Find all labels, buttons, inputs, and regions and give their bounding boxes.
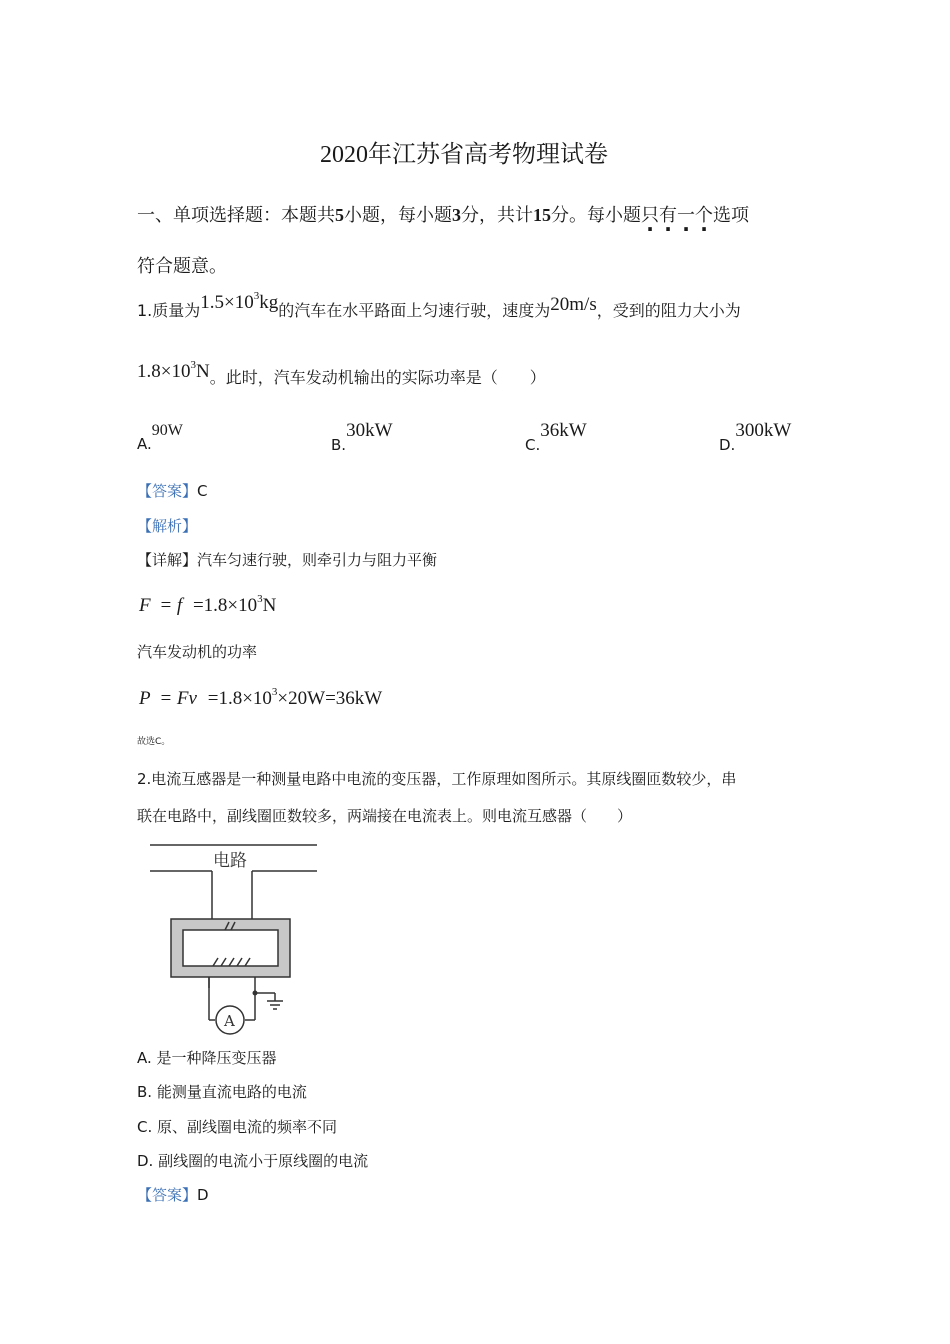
transformer-diagram — [145, 838, 330, 1038]
question-2-stem: 2.电流互感器是一种测量电路中电流的变压器，工作原理如图所示。其原线圈匝数较少，串 — [137, 770, 737, 788]
option-2c: C. 原、副线圈电流的频率不同 — [137, 1118, 338, 1136]
page-title: 2020年江苏省高考物理试卷 — [320, 142, 608, 168]
detail-1: 【详解】汽车匀速行驶，则牵引力与阻力平衡 — [137, 551, 438, 569]
question-1-stem: 1.质量为$1.5\times 10^3kg$的汽车在水平路面上匀速行驶，速度为20m/s，受到的阻力大小为 — [137, 290, 741, 320]
circuit-label: 电路 — [213, 851, 247, 871]
question-2-stem-line2: 联在电路中，副线圈匝数较多，两端接在电流表上。则电流互感器（ ） — [137, 807, 633, 825]
option-2a: A. 是一种降压变压器 — [137, 1049, 277, 1067]
option-b: B.30kW — [331, 420, 393, 454]
question-1-stem-line2: $1.8\times 10^3N$。此时，汽车发动机输出的实际功率是（ ） — [137, 359, 546, 387]
speed-expression: 20m/s — [550, 294, 597, 315]
mass-expression: $1.5\times 10^3kg$ — [200, 290, 279, 313]
option-a: A.90W — [137, 422, 183, 453]
equation-1: $F = f =1.8\times 10^3N$ — [139, 593, 277, 616]
emphasis-text: 只有一个 — [641, 205, 713, 226]
option-2b: B. 能测量直流电路的电流 — [137, 1083, 307, 1101]
option-d: D.300kW — [719, 420, 792, 454]
section-header: 一、单项选择题：本题共5小题，每小题3分，共计15分。每小题只有一个选项 — [137, 205, 749, 226]
equation-2: $P = Fv =1.8\times 10^3\times 20W=36kW$ — [139, 686, 383, 709]
answer-2: 【答案】D — [137, 1186, 209, 1204]
answer-1: 【答案】C — [137, 482, 208, 500]
force-expression: $1.8\times 10^3N$ — [137, 359, 210, 382]
analysis-tag: 【解析】 — [137, 517, 198, 535]
section-header-line2: 符合题意。 — [137, 256, 227, 277]
ammeter-label: A — [224, 1012, 235, 1030]
power-text: 汽车发动机的功率 — [137, 643, 258, 661]
option-c: C.36kW — [525, 420, 587, 454]
option-2d: D. 副线圈的电流小于原线圈的电流 — [137, 1152, 369, 1170]
conclusion-1: 故选C。 — [137, 737, 171, 747]
